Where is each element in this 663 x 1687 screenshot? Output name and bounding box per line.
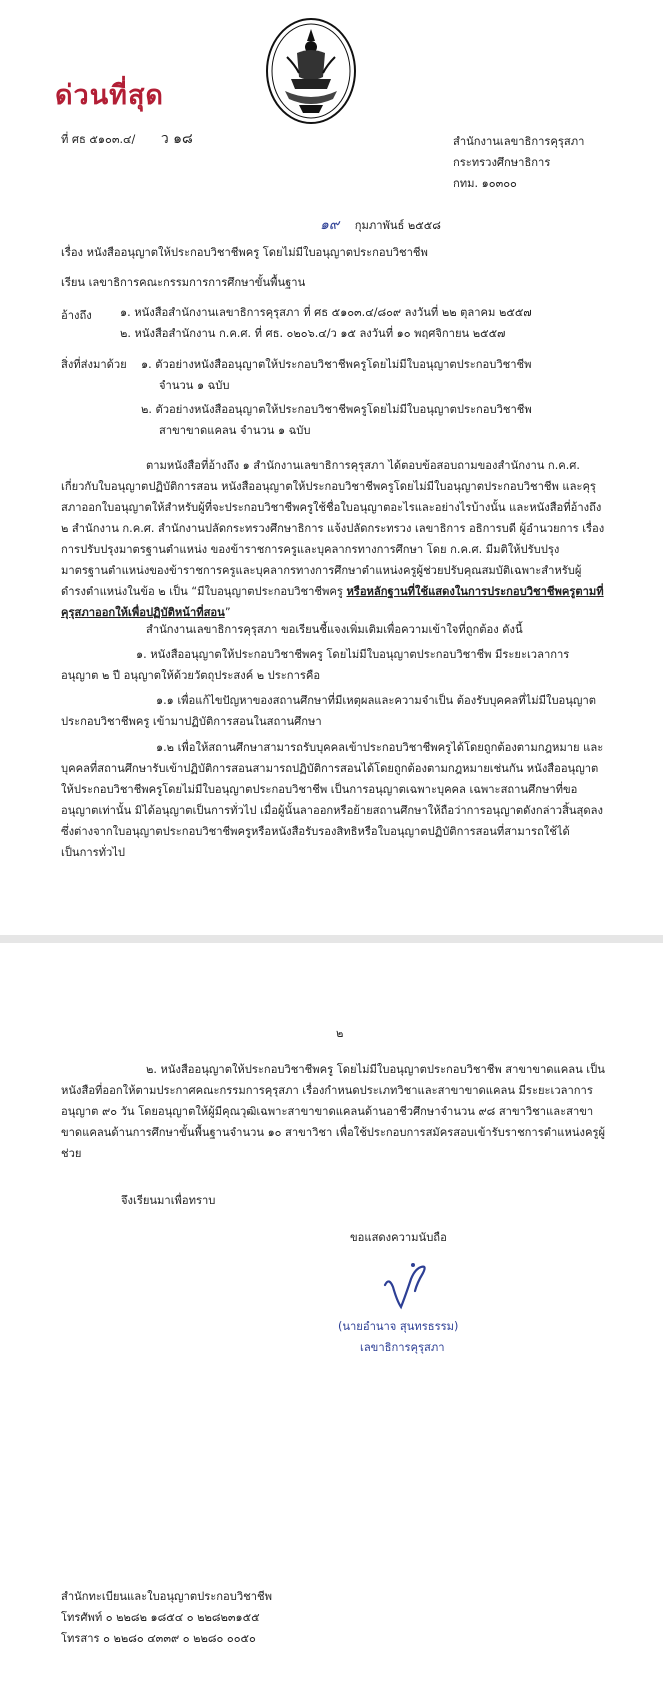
closing-line: จึงเรียนมาเพื่อทราบ (121, 1194, 216, 1207)
footer-office: สำนักทะเบียนและใบอนุญาตประกอบวิชาชีพ (61, 1590, 272, 1603)
item-2-paragraph (61, 1059, 616, 1164)
reference-label: อ้างถึง (61, 309, 92, 322)
org-ministry: กระทรวงศึกษาธิการ (453, 156, 551, 169)
item-1-1-paragraph (61, 690, 606, 732)
salutation-line: เรียน เลขาธิการคณะกรรมการการศึกษาขั้นพื้นฐาน (61, 276, 306, 289)
enclosure-item-2-qty: สาขาขาดแคลน จำนวน ๑ ฉบับ (159, 424, 311, 437)
reference-number-handwritten: ว ๑๘ (160, 131, 193, 147)
org-name: สำนักงานเลขาธิการคุรุสภา (453, 135, 585, 148)
signer-title: เลขาธิการคุรุสภา (360, 1341, 445, 1354)
signature-image (377, 1261, 437, 1315)
urgent-stamp: ด่วนที่สุด (55, 80, 164, 111)
date-day-handwritten: ๑๙ (320, 217, 340, 233)
reference-item-1: ๑. หนังสือสำนักงานเลขาธิการคุรุสภา ที่ ศธ ๕๑๐๓.๔/๘๐๙ ลงวันที่ ๒๒ ตุลาคม ๒๕๕๗ (120, 306, 532, 319)
enclosure-item-2: ๒. ตัวอย่างหนังสืออนุญาตให้ประกอบวิชาชีพครูโดยไม่มีใบอนุญาตประกอบวิชาชีพ (141, 403, 532, 416)
item-1-2-paragraph (61, 737, 606, 863)
reference-number-prefix: ที่ ศธ ๕๑๐๓.๔/ (61, 133, 136, 146)
item-2-text: ๒. หนังสืออนุญาตให้ประกอบวิชาชีพครู โดยไม่มีใบอนุญาตประกอบวิชาชีพ สาขาขาดแคลน เป็นหนังสือที่ออกให้ตามประกาศคณะกรรมการคุรุสภา เรื่องกำหนดประเภทวิชาและสาขาขาดแคลน มีระยะเวลาการอนุญาต ๙๐ วัน โดยอนุญาตให้ผู้มีคุณวุฒิเฉพาะสาขาขาดแคลนด้านอาชีวศึกษาจำนวน ๙๘ สาขาวิชาและสาขาขาดแคลนด้านการศึกษาขั้นพื้นฐานจำนวน ๑๐ สาขาวิชา เพื่อใช้ประกอบการสมัครสอบเข้ารับราชการตำแหน่งครูผู้ช่วย (61, 1063, 606, 1160)
subject-line: เรื่อง หนังสืออนุญาตให้ประกอบวิชาชีพครู โดยไม่มีใบอนุญาตประกอบวิชาชีพ (61, 246, 428, 259)
reference-section (61, 305, 92, 326)
footer-fax: โทรสาร ๐ ๒๒๘๐ ๔๓๓๙ ๐ ๒๒๘๐ ๐๐๕๐ (61, 1632, 256, 1645)
page-number: ๒ (336, 1027, 344, 1040)
clarify-line: สำนักงานเลขาธิการคุรุสภา ขอเรียนชี้แจงเพิ่มเติมเพื่อความเข้าใจที่ถูกต้อง ดังนี้ (146, 623, 523, 636)
enclosure-item-1: ๑. ตัวอย่างหนังสืออนุญาตให้ประกอบวิชาชีพครูโดยไม่มีใบอนุญาตประกอบวิชาชีพ (141, 358, 532, 371)
footer-phone: โทรศัพท์ ๐ ๒๒๘๒ ๑๘๕๔ ๐ ๒๒๘๒๓๑๕๕ (61, 1611, 260, 1624)
letter-date (320, 216, 441, 235)
reference-item-2: ๒. หนังสือสำนักงาน ก.ค.ศ. ที่ ศธ. ๐๒๐๖.๔/ว ๑๕ ลงวันที่ ๑๐ พฤศจิกายน ๒๕๕๗ (120, 327, 506, 340)
date-month-year: กุมภาพันธ์ ๒๕๕๘ (354, 219, 441, 232)
body-paragraph-1 (61, 455, 606, 623)
signer-name: (นายอำนาจ สุนทรธรรม) (338, 1320, 459, 1333)
item-1-1-text: ๑.๑ เพื่อแก้ไขปัญหาของสถานศึกษาที่มีเหตุผลและความจำเป็น ต้องรับบุคคลที่ไม่มีใบอนุญาตประกอบวิชาชีพครู เข้ามาปฏิบัติการสอนในสถานศึกษา (61, 694, 597, 728)
enclosure-label: สิ่งที่ส่งมาด้วย (61, 358, 127, 371)
org-address (453, 131, 584, 194)
reference-number (61, 130, 193, 149)
enclosure-item-1-qty: จำนวน ๑ ฉบับ (159, 379, 230, 392)
footer-contact (61, 1586, 272, 1649)
item-1-paragraph (61, 644, 606, 686)
item-1-2-text: ๑.๒ เพื่อให้สถานศึกษาสามารถรับบุคคลเข้าประกอบวิชาชีพครูได้โดยถูกต้องตามกฎหมาย และบุคคลที่สถานศึกษารับเข้าปฏิบัติการสอนสามารถปฏิบัติการสอนได้โดยถูกต้องตามกฎหมายเช่นกัน หนังสืออนุญาตให้ประกอบวิชาชีพครูโดยไม่มีใบอนุญาตประกอบวิชาชีพ เป็นการอนุญาตเฉพาะบุคคล เฉพาะสถานศึกษาที่ขออนุญาตเท่านั้น มิได้อนุญาตเป็นการทั่วไป เมื่อผู้นั้นลาออกหรือย้ายสถานศึกษาให้ถือว่าการอนุญาตดังกล่าวสิ้นสุดลง ซึ่งต่างจากใบอนุญาตประกอบวิชาชีพครูหรือหนังสือรับรองสิทธิหรือใบอนุญาตปฏิบัติการสอนที่สามารถใช้ได้เป็นการทั่วไป (61, 741, 604, 859)
body-text-emphasis: หรือหลักฐานที่ใช้แสดงในการประกอบวิชาชีพครูตามที่คุรุสภาออกให้เพื่อปฏิบัติหน้าที่สอน (61, 585, 604, 619)
item-1-text: ๑. หนังสืออนุญาตให้ประกอบวิชาชีพครู โดยไม่มีใบอนุญาตประกอบวิชาชีพ มีระยะเวลาการอนุญาต ๒ ปี อนุญาตให้ด้วยวัตถุประสงค์ ๒ ประการคือ (61, 648, 570, 682)
org-postcode: กทม. ๑๐๓๐๐ (453, 177, 517, 190)
regards-line: ขอแสดงความนับถือ (350, 1231, 447, 1244)
garuda-seal-icon (265, 17, 357, 125)
handwritten-signature-icon (377, 1261, 437, 1315)
body-text-post: ” (224, 606, 231, 619)
emblem-seal (265, 17, 357, 125)
letter-page-2 (0, 943, 663, 1687)
body-text-pre: ตามหนังสือที่อ้างถึง ๑ สำนักงานเลขาธิการคุรุสภา ได้ตอบข้อสอบถามของสำนักงาน ก.ค.ศ. เกี่ยวกับใบอนุญาตปฏิบัติการสอน หนังสืออนุญาตให้ประกอบวิชาชีพครูโดยไม่มีใบอนุญาตประกอบวิชาชีพ และคุรุสภาออกใบอนุญาตให้สำหรับผู้ที่จะประกอบวิชาชีพครูใช้ชื่อใบอนุญาตอะไรและอย่างไรบ้างนั้น และหนังสือที่อ้างถึง ๒ สำนักงาน ก.ค.ศ. สำนักงานปลัดกระทรวงศึกษาธิการ แจ้งปลัดกระทรวง เลขาธิการ อธิการบดี ผู้อำนวยการ เรื่องการปรับปรุงมาตรฐานตำแหน่ง ของข้าราชการครูและบุคลากรทางการศึกษา โดย ก.ค.ศ. มีมติให้ปรับปรุงมาตรฐานตำแหน่งของข้าราชการครูและบุคลากรทางการศึกษาตำแหน่งครูผู้ช่วยปรับคุณสมบัติเฉพาะสำหรับผู้ดำรงตำแหน่งในข้อ ๒ เป็น “มีใบอนุญาตประกอบวิชาชีพครู (61, 459, 605, 598)
